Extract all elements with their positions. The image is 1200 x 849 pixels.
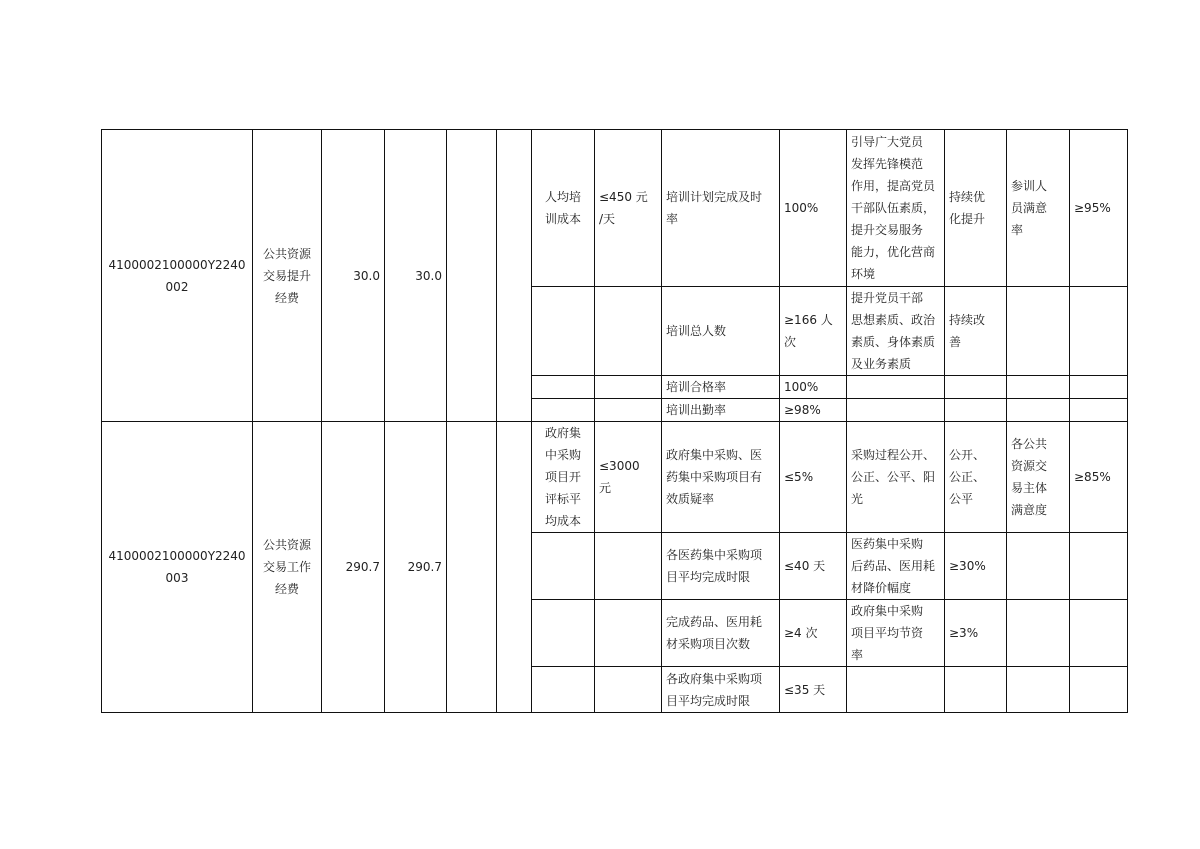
cost-value (595, 600, 662, 667)
empty-cell (497, 422, 532, 713)
output-item: 培训合格率 (662, 376, 780, 399)
satisfaction-value (1070, 376, 1128, 399)
effect-item: 采购过程公开、 公正、公平、阳 光 (847, 422, 945, 533)
output-value: ≥166 人 次 (780, 287, 847, 376)
satisfaction-value (1070, 600, 1128, 667)
output-item: 培训出勤率 (662, 399, 780, 422)
output-value: ≤35 天 (780, 667, 847, 713)
effect-item (847, 399, 945, 422)
cost-value (595, 533, 662, 600)
output-value: 100% (780, 130, 847, 287)
output-value: ≥98% (780, 399, 847, 422)
cost-item (532, 600, 595, 667)
empty-cell (447, 130, 497, 422)
effect-item: 提升党员干部 思想素质、政治 素质、身体素质 及业务素质 (847, 287, 945, 376)
effect-value: 公开、 公正、 公平 (945, 422, 1007, 533)
cost-item (532, 399, 595, 422)
effect-value (945, 667, 1007, 713)
cost-value (595, 399, 662, 422)
satisfaction-value (1070, 287, 1128, 376)
effect-item: 医药集中采购 后药品、医用耗 材降价幅度 (847, 533, 945, 600)
cost-item (532, 533, 595, 600)
effect-item: 政府集中采购 项目平均节资 率 (847, 600, 945, 667)
output-item: 政府集中采购、医 药集中采购项目有 效质疑率 (662, 422, 780, 533)
performance-table (101, 129, 1128, 713)
output-value: 100% (780, 376, 847, 399)
satisfaction-item: 参训人 员满意 率 (1007, 130, 1070, 287)
satisfaction-value (1070, 533, 1128, 600)
effect-item: 引导广大党员 发挥先锋模范 作用，提高党员 干部队伍素质， 提升交易服务 能力，优化营商 环境 (847, 130, 945, 287)
satisfaction-value (1070, 667, 1128, 713)
cost-item (532, 287, 595, 376)
amount-fiscal: 30.0 (385, 130, 447, 422)
project-name: 公共资源 交易提升 经费 (253, 130, 322, 422)
satisfaction-value: ≥85% (1070, 422, 1128, 533)
satisfaction-value (1070, 399, 1128, 422)
cost-item (532, 667, 595, 713)
satisfaction-value: ≥95% (1070, 130, 1128, 287)
satisfaction-item (1007, 600, 1070, 667)
cost-item: 政府集 中采购 项目开 评标平 均成本 (532, 422, 595, 533)
amount-total: 290.7 (322, 422, 385, 713)
project-name: 公共资源 交易工作 经费 (253, 422, 322, 713)
empty-cell (447, 422, 497, 713)
amount-total: 30.0 (322, 130, 385, 422)
output-item: 培训总人数 (662, 287, 780, 376)
cost-value (595, 287, 662, 376)
cost-value (595, 667, 662, 713)
cost-item: 人均培 训成本 (532, 130, 595, 287)
output-item: 培训计划完成及时 率 (662, 130, 780, 287)
table-row (102, 422, 1128, 533)
project-code: 4100002100000Y2240002 (102, 130, 253, 422)
effect-value: 持续改 善 (945, 287, 1007, 376)
output-value: ≥4 次 (780, 600, 847, 667)
cost-value: ≤450 元 /天 (595, 130, 662, 287)
satisfaction-item (1007, 376, 1070, 399)
cost-value: ≤3000 元 (595, 422, 662, 533)
amount-fiscal: 290.7 (385, 422, 447, 713)
effect-value: 持续优 化提升 (945, 130, 1007, 287)
effect-item (847, 667, 945, 713)
cost-value (595, 376, 662, 399)
output-item: 完成药品、医用耗 材采购项目次数 (662, 600, 780, 667)
output-item: 各医药集中采购项 目平均完成时限 (662, 533, 780, 600)
satisfaction-item (1007, 399, 1070, 422)
table-row (102, 130, 1128, 287)
cost-item (532, 376, 595, 399)
effect-value (945, 376, 1007, 399)
effect-value: ≥30% (945, 533, 1007, 600)
satisfaction-item (1007, 287, 1070, 376)
satisfaction-item (1007, 533, 1070, 600)
effect-value (945, 399, 1007, 422)
satisfaction-item: 各公共 资源交 易主体 满意度 (1007, 422, 1070, 533)
output-value: ≤5% (780, 422, 847, 533)
effect-item (847, 376, 945, 399)
output-value: ≤40 天 (780, 533, 847, 600)
effect-value: ≥3% (945, 600, 1007, 667)
project-code: 4100002100000Y2240003 (102, 422, 253, 713)
empty-cell (497, 130, 532, 422)
output-item: 各政府集中采购项 目平均完成时限 (662, 667, 780, 713)
satisfaction-item (1007, 667, 1070, 713)
